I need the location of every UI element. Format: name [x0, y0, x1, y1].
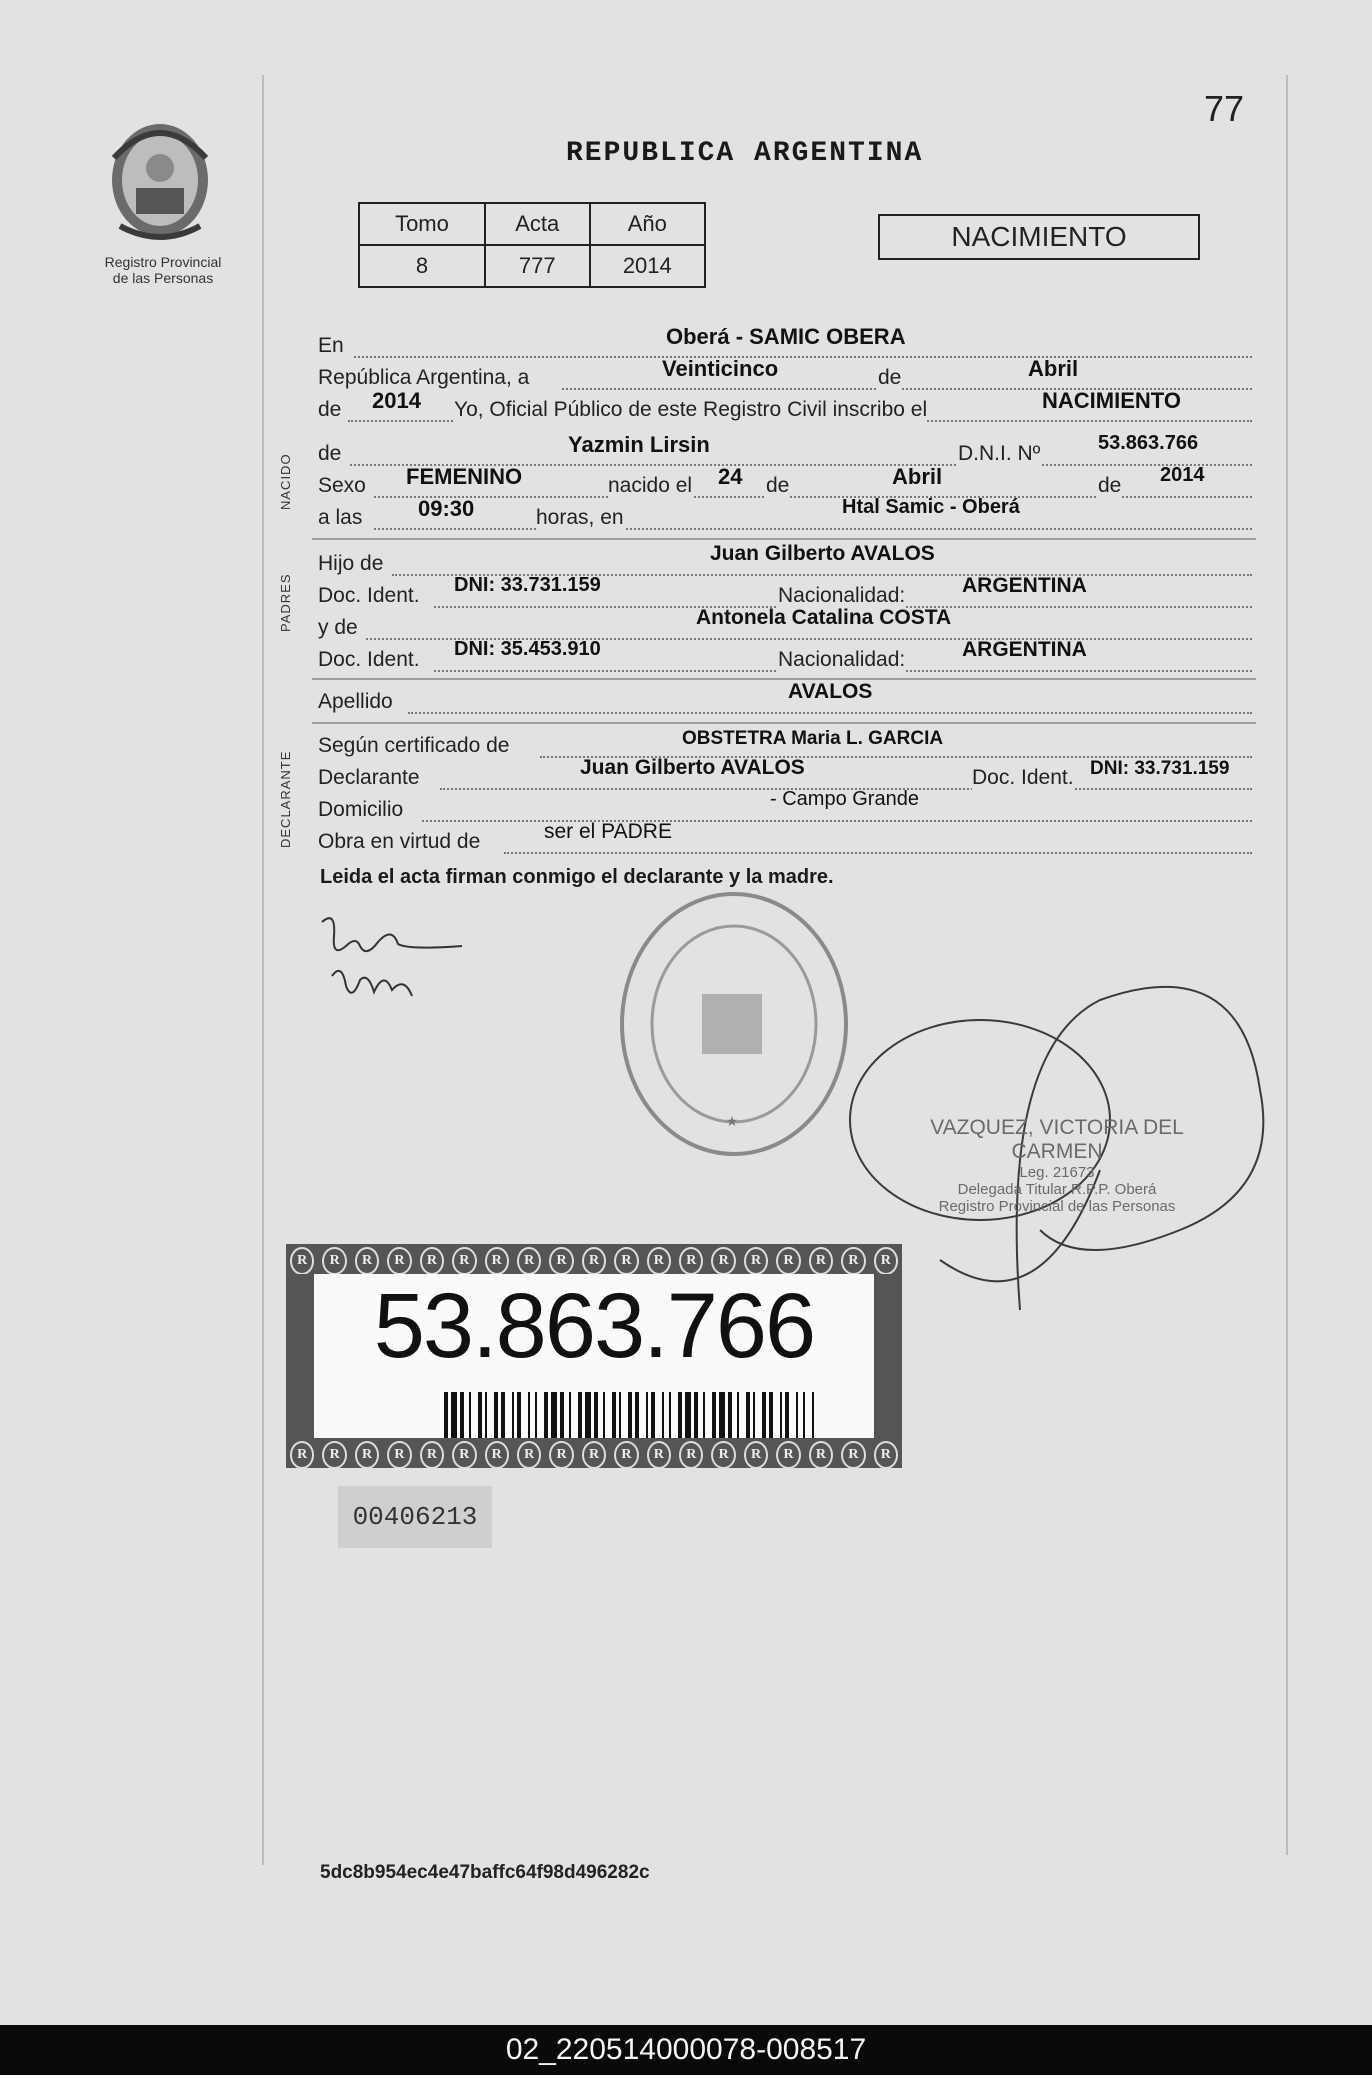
sticker-band-mark: R	[874, 1247, 898, 1274]
scan-file-id: 02_220514000078-008517	[0, 2025, 1372, 2075]
sticker-band-mark: R	[647, 1247, 671, 1274]
sticker-top-band	[286, 1244, 902, 1274]
barcode-bar	[501, 1392, 505, 1438]
label-sexo: Sexo	[318, 474, 366, 497]
sticker-body	[314, 1274, 874, 1438]
barcode-bar	[528, 1392, 530, 1438]
value-padre-nacionalidad: ARGENTINA	[962, 574, 1087, 597]
page-number: 77	[1204, 88, 1245, 129]
label-de: de	[318, 398, 342, 421]
dotted-line	[354, 356, 1252, 358]
barcode-bar	[469, 1392, 471, 1438]
barcode-bar	[612, 1392, 616, 1438]
value-mes-registro: Abril	[1028, 356, 1079, 381]
label-yo-oficial: Yo, Oficial Público de este Registro Civil inscribo el	[454, 398, 928, 421]
row-hora	[318, 496, 1252, 532]
svg-text:★: ★	[725, 1113, 739, 1129]
logo-caption-line-1: Registro Provincial	[104, 254, 222, 270]
value-dia-texto: Veinticinco	[662, 356, 779, 381]
sticker-band-mark: R	[485, 1247, 509, 1274]
tomo-header: Tomo	[359, 203, 485, 245]
label-doc-ident: Doc. Ident.	[318, 648, 420, 671]
value-padre: Juan Gilberto AVALOS	[710, 542, 935, 565]
label-de: de	[1098, 474, 1122, 497]
section-separator	[312, 678, 1256, 680]
sticker-band-mark: R	[647, 1441, 671, 1468]
value-domicilio: - Campo Grande	[770, 788, 919, 810]
row-obra-en-virtud	[318, 820, 1252, 856]
dotted-line	[374, 528, 1252, 530]
sticker-band-mark: R	[841, 1247, 865, 1274]
value-dni: 53.863.766	[1098, 432, 1199, 454]
value-anio-nacimiento: 2014	[1160, 464, 1205, 486]
value-lugar: Oberá - SAMIC OBERA	[666, 324, 906, 349]
anio-value: 2014	[590, 245, 705, 287]
value-mes-nacimiento: Abril	[892, 464, 943, 489]
label-doc-ident: Doc. Ident.	[318, 584, 420, 607]
section-label-padres: PADRES	[278, 573, 293, 632]
label-domicilio: Domicilio	[318, 798, 404, 821]
sticker-band-mark: R	[744, 1441, 768, 1468]
section-separator	[312, 538, 1256, 540]
barcode-bar	[460, 1392, 464, 1438]
value-declarante: Juan Gilberto AVALOS	[580, 756, 805, 779]
barcode-bar	[535, 1392, 537, 1438]
sticker-band-mark: R	[776, 1441, 800, 1468]
label-declarante: Declarante	[318, 766, 420, 789]
registry-round-stamp	[612, 890, 862, 1180]
label-y-de: y de	[318, 616, 358, 639]
sticker-band-mark: R	[355, 1441, 379, 1468]
barcode-bar	[478, 1392, 482, 1438]
barcode-bar	[544, 1392, 548, 1438]
sticker-band-mark: R	[744, 1247, 768, 1274]
sticker-band-mark: R	[582, 1441, 606, 1468]
barcode-bar	[685, 1392, 691, 1438]
sticker-band-mark: R	[711, 1247, 735, 1274]
sticker-band-mark: R	[517, 1247, 541, 1274]
barcode-bar	[619, 1392, 621, 1438]
sticker-band-mark: R	[549, 1441, 573, 1468]
barcode-bar	[551, 1392, 557, 1438]
document-title: REPUBLICA ARGENTINA	[566, 138, 924, 169]
value-sexo: FEMENINO	[406, 464, 523, 489]
label-segun-certificado: Según certificado de	[318, 734, 510, 757]
label-nacionalidad: Nacionalidad:	[778, 648, 906, 671]
record-type-box: NACIMIENTO	[878, 214, 1200, 260]
sticker-dni-number: 53.863.766	[373, 1275, 815, 1377]
official-title: Delegada Titular R.P.P. Oberá	[957, 1181, 1157, 1198]
sticker-bottom-band	[286, 1438, 902, 1468]
value-nombre: Yazmin Lirsin	[568, 432, 710, 457]
barcode-bar	[769, 1392, 773, 1438]
barcode-bar	[719, 1392, 725, 1438]
official-name: VAZQUEZ, VICTORIA DEL CARMEN	[930, 1116, 1184, 1163]
sticker-band-mark: R	[517, 1441, 541, 1468]
sticker-band-mark: R	[452, 1441, 476, 1468]
barcode-bar	[451, 1392, 457, 1438]
row-de-anio	[318, 388, 1252, 424]
barcode-bar	[796, 1392, 798, 1438]
label-a-las: a las	[318, 506, 363, 529]
sticker-band-mark: R	[679, 1247, 703, 1274]
value-anio-registro: 2014	[372, 388, 421, 413]
label-de: de	[318, 442, 342, 465]
barcode-bar	[746, 1392, 750, 1438]
left-margin-line	[262, 75, 264, 1865]
label-obra-en-virtud: Obra en virtud de	[318, 830, 481, 853]
label-de: de	[878, 366, 902, 389]
closing-statement: Leida el acta firman conmigo el declarante y la madre.	[320, 866, 834, 888]
barcode-bar	[628, 1392, 632, 1438]
sticker-band-mark: R	[549, 1247, 573, 1274]
registry-table	[358, 202, 706, 288]
row-apellido	[318, 680, 1252, 716]
barcode-bar	[651, 1392, 655, 1438]
acta-header: Acta	[485, 203, 590, 245]
barcode-bar	[753, 1392, 755, 1438]
label-nacionalidad: Nacionalidad:	[778, 584, 906, 607]
label-doc-ident: Doc. Ident.	[972, 766, 1074, 789]
barcode-bar	[662, 1392, 664, 1438]
sticker-band-mark: R	[355, 1247, 379, 1274]
row-en	[318, 324, 1252, 360]
label-de: de	[766, 474, 790, 497]
acta-value: 777	[485, 245, 590, 287]
declarant-signature	[312, 906, 472, 1016]
row-domicilio	[318, 788, 1252, 824]
value-lugar-nacimiento: Htal Samic - Oberá	[842, 496, 1020, 518]
sticker-band-mark: R	[679, 1441, 703, 1468]
label-nacido-el: nacido el	[608, 474, 693, 497]
label-hijo-de: Hijo de	[318, 552, 384, 575]
value-obra-en-virtud: ser el PADRE	[544, 820, 672, 843]
sticker-band-mark: R	[290, 1247, 314, 1274]
value-apellido: AVALOS	[788, 680, 873, 703]
barcode-bar	[737, 1392, 739, 1438]
label-apellido: Apellido	[318, 690, 393, 713]
row-madre-doc	[318, 638, 1252, 674]
sticker-band-mark: R	[614, 1247, 638, 1274]
sticker-band-mark: R	[322, 1247, 346, 1274]
dni-barcode	[444, 1392, 814, 1438]
serial-number-label: 00406213	[338, 1486, 492, 1548]
barcode-bar	[517, 1392, 521, 1438]
dotted-line	[504, 852, 1252, 854]
sticker-band-mark: R	[809, 1247, 833, 1274]
sticker-band-mark: R	[614, 1441, 638, 1468]
section-separator	[312, 722, 1256, 724]
barcode-bar	[485, 1392, 487, 1438]
barcode-bar	[678, 1392, 682, 1438]
sticker-band-mark: R	[874, 1441, 898, 1468]
barcode-bar	[603, 1392, 605, 1438]
barcode-bar	[646, 1392, 648, 1438]
barcode-bar	[594, 1392, 598, 1438]
barcode-bar	[694, 1392, 698, 1438]
barcode-bar	[762, 1392, 766, 1438]
logo-caption-line-2: de las Personas	[112, 270, 214, 286]
barcode-bar	[578, 1392, 582, 1438]
barcode-bar	[569, 1392, 571, 1438]
barcode-bar	[494, 1392, 498, 1438]
official-id: Leg. 21673	[1019, 1164, 1095, 1181]
barcode-bar	[803, 1392, 805, 1438]
sticker-band-mark: R	[420, 1441, 444, 1468]
barcode-bar	[703, 1392, 705, 1438]
sticker-band-mark: R	[387, 1247, 411, 1274]
sticker-band-mark: R	[809, 1441, 833, 1468]
logo-caption	[80, 254, 246, 286]
sticker-band-mark: R	[711, 1441, 735, 1468]
sticker-band-mark: R	[387, 1441, 411, 1468]
barcode-bar	[444, 1392, 448, 1438]
dni-sticker	[286, 1244, 902, 1468]
section-label-declarante: DECLARANTE	[278, 750, 293, 848]
value-madre-nacionalidad: ARGENTINA	[962, 638, 1087, 661]
section-label-nacido: NACIDO	[278, 453, 293, 510]
value-hora: 09:30	[418, 496, 475, 521]
tomo-value: 8	[359, 245, 485, 287]
barcode-bar	[585, 1392, 591, 1438]
label-en: En	[318, 334, 344, 357]
sticker-band-mark: R	[322, 1441, 346, 1468]
barcode-bar	[785, 1392, 789, 1438]
value-dia-nacimiento: 24	[718, 464, 743, 489]
sticker-band-mark: R	[582, 1247, 606, 1274]
anio-header: Año	[590, 203, 705, 245]
barcode-bar	[728, 1392, 732, 1438]
sticker-band-mark: R	[452, 1247, 476, 1274]
barcode-bar	[635, 1392, 639, 1438]
label-dni: D.N.I. Nº	[958, 442, 1041, 465]
label-republica: República Argentina, a	[318, 366, 530, 389]
value-padre-doc: DNI: 33.731.159	[454, 574, 601, 596]
barcode-bar	[560, 1392, 564, 1438]
official-org: Registro Provincial de las Personas	[938, 1198, 1176, 1215]
document-hash: 5dc8b954ec4e47baffc64f98d496282c	[320, 1862, 650, 1883]
barcode-bar	[812, 1392, 814, 1438]
dotted-line	[408, 712, 1252, 714]
barcode-bar	[669, 1392, 671, 1438]
value-certificado: OBSTETRA Maria L. GARCIA	[682, 728, 944, 749]
value-madre: Antonela Catalina COSTA	[696, 606, 952, 629]
value-acto: NACIMIENTO	[1042, 388, 1181, 413]
barcode-bar	[780, 1392, 782, 1438]
official-stamp-text	[892, 1116, 1222, 1215]
value-declarante-doc: DNI: 33.731.159	[1090, 758, 1230, 779]
sticker-band-mark: R	[841, 1441, 865, 1468]
sticker-band-mark: R	[776, 1247, 800, 1274]
province-coat-of-arms-logo	[100, 118, 220, 248]
sticker-band-mark: R	[420, 1247, 444, 1274]
barcode-bar	[512, 1392, 514, 1438]
barcode-bar	[712, 1392, 716, 1438]
label-horas-en: horas, en	[536, 506, 624, 529]
value-madre-doc: DNI: 35.453.910	[454, 638, 601, 660]
sticker-band-mark: R	[485, 1441, 509, 1468]
sticker-band-mark: R	[290, 1441, 314, 1468]
